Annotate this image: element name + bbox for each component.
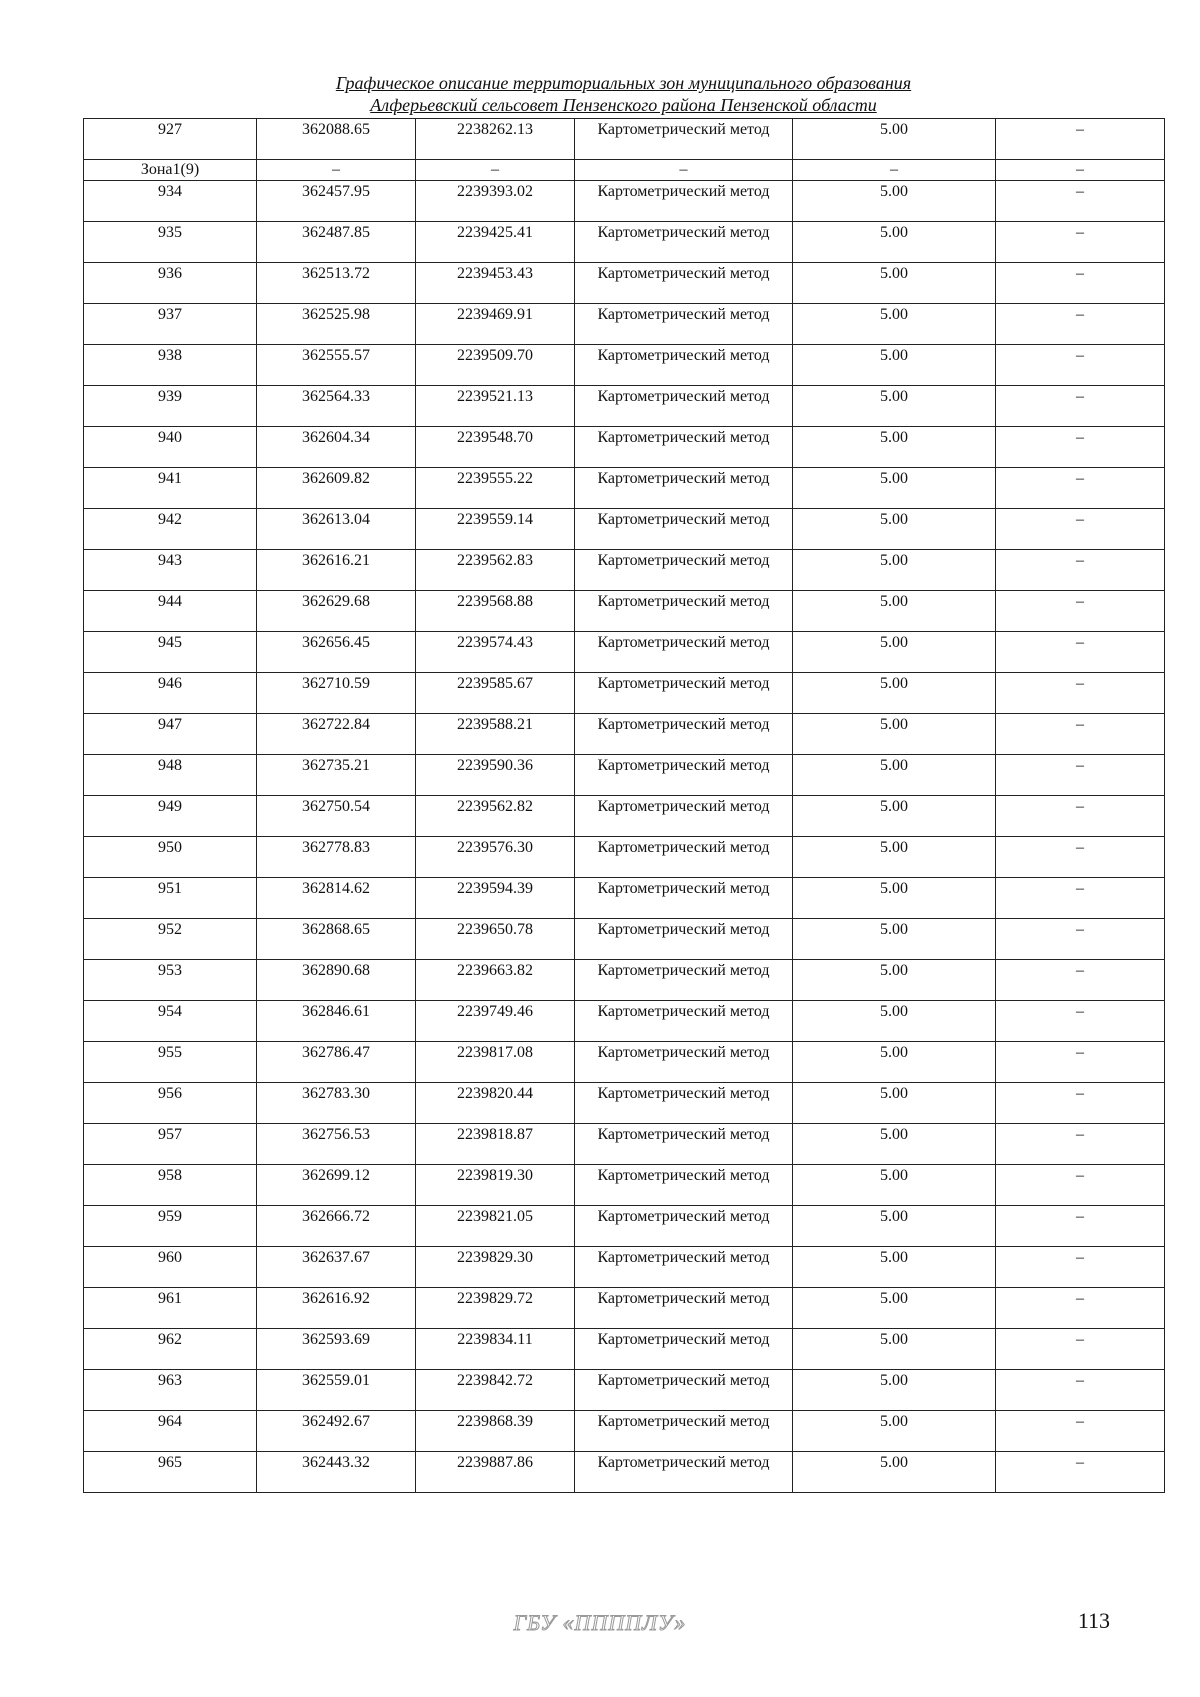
cell-method: Картометрический метод <box>575 1329 793 1370</box>
cell-method: Картометрический метод <box>575 1206 793 1247</box>
table-row <box>84 714 1165 755</box>
cell-accuracy: 5.00 <box>793 837 996 878</box>
cell-point-number: 938 <box>84 345 257 386</box>
cell-accuracy: 5.00 <box>793 304 996 345</box>
cell-point-number: 960 <box>84 1247 257 1288</box>
table-row <box>84 1411 1165 1452</box>
table-row <box>84 509 1165 550</box>
cell-y-coordinate: 2239521.13 <box>416 386 575 427</box>
cell-description: – <box>996 632 1165 673</box>
cell-x-coordinate: 362786.47 <box>257 1042 416 1083</box>
cell-y-coordinate: 2239590.36 <box>416 755 575 796</box>
cell-accuracy: 5.00 <box>793 755 996 796</box>
cell-description: – <box>996 1042 1165 1083</box>
cell-point-number: 936 <box>84 263 257 304</box>
cell-x-coordinate: 362722.84 <box>257 714 416 755</box>
cell-accuracy: 5.00 <box>793 796 996 837</box>
cell-x-coordinate: 362656.45 <box>257 632 416 673</box>
cell-y-coordinate: 2239469.91 <box>416 304 575 345</box>
cell-description: – <box>996 119 1165 160</box>
table-row <box>84 591 1165 632</box>
cell-method: Картометрический метод <box>575 878 793 919</box>
cell-x-coordinate: 362629.68 <box>257 591 416 632</box>
document-header <box>83 72 1164 116</box>
table-row <box>84 1247 1165 1288</box>
cell-y-coordinate: 2239576.30 <box>416 837 575 878</box>
cell-accuracy: 5.00 <box>793 714 996 755</box>
cell-point-number: 949 <box>84 796 257 837</box>
cell-method: Картометрический метод <box>575 181 793 222</box>
cell-y-coordinate: 2238262.13 <box>416 119 575 160</box>
table-row <box>84 1206 1165 1247</box>
table-row <box>84 919 1165 960</box>
zone-row <box>84 160 1165 181</box>
cell-accuracy: 5.00 <box>793 1042 996 1083</box>
table-row <box>84 181 1165 222</box>
cell-point-number: 934 <box>84 181 257 222</box>
cell-accuracy: 5.00 <box>793 468 996 509</box>
cell-method: Картометрический метод <box>575 304 793 345</box>
cell-y-coordinate: 2239842.72 <box>416 1370 575 1411</box>
cell-description: – <box>996 427 1165 468</box>
cell-point-number: 965 <box>84 1452 257 1493</box>
cell-description: – <box>996 509 1165 550</box>
cell-accuracy: 5.00 <box>793 509 996 550</box>
cell-point-number: 942 <box>84 509 257 550</box>
cell-x-coordinate: 362616.92 <box>257 1288 416 1329</box>
cell-description: – <box>996 1001 1165 1042</box>
cell-method: Картометрический метод <box>575 222 793 263</box>
cell-x-coordinate: 362666.72 <box>257 1206 416 1247</box>
cell-point-number: 957 <box>84 1124 257 1165</box>
cell-x-coordinate: 362778.83 <box>257 837 416 878</box>
table-row <box>84 119 1165 160</box>
cell-description: – <box>996 960 1165 1001</box>
cell-y-coordinate: 2239834.11 <box>416 1329 575 1370</box>
cell-point-number: 956 <box>84 1083 257 1124</box>
table-row <box>84 263 1165 304</box>
cell-accuracy: 5.00 <box>793 919 996 960</box>
cell-method: Картометрический метод <box>575 796 793 837</box>
header-line-2: Алферьевский сельсовет Пензенского района Пензенской области <box>370 95 877 115</box>
cell-accuracy: 5.00 <box>793 386 996 427</box>
cell-method: Картометрический метод <box>575 1124 793 1165</box>
cell-method: Картометрический метод <box>575 591 793 632</box>
cell-x-coordinate: 362088.65 <box>257 119 416 160</box>
cell-x-coordinate: 362487.85 <box>257 222 416 263</box>
coordinates-table-body <box>84 119 1165 1493</box>
cell-x-coordinate: 362457.95 <box>257 181 416 222</box>
cell-y-coordinate: 2239585.67 <box>416 673 575 714</box>
cell-description: – <box>996 1165 1165 1206</box>
cell-description: – <box>996 837 1165 878</box>
cell-accuracy: 5.00 <box>793 550 996 591</box>
cell-point-number: 955 <box>84 1042 257 1083</box>
cell-y-coordinate: 2239574.43 <box>416 632 575 673</box>
cell-description: – <box>996 1370 1165 1411</box>
cell-x-coordinate: 362613.04 <box>257 509 416 550</box>
cell-point-number: 937 <box>84 304 257 345</box>
cell-description: – <box>996 550 1165 591</box>
cell-method: Картометрический метод <box>575 509 793 550</box>
cell-y-coordinate: – <box>416 160 575 181</box>
cell-description: – <box>996 263 1165 304</box>
page-number: 113 <box>1077 1608 1110 1633</box>
cell-description: – <box>996 919 1165 960</box>
cell-method: Картометрический метод <box>575 1411 793 1452</box>
cell-point-number: 935 <box>84 222 257 263</box>
table-row <box>84 550 1165 591</box>
cell-y-coordinate: 2239509.70 <box>416 345 575 386</box>
cell-description: – <box>996 1452 1165 1493</box>
cell-accuracy: 5.00 <box>793 1206 996 1247</box>
cell-x-coordinate: 362814.62 <box>257 878 416 919</box>
cell-point-number: 943 <box>84 550 257 591</box>
cell-accuracy: 5.00 <box>793 1411 996 1452</box>
cell-method: Картометрический метод <box>575 263 793 304</box>
cell-x-coordinate: 362564.33 <box>257 386 416 427</box>
cell-point-number: 948 <box>84 755 257 796</box>
table-row <box>84 386 1165 427</box>
cell-y-coordinate: 2239555.22 <box>416 468 575 509</box>
cell-accuracy: 5.00 <box>793 1001 996 1042</box>
cell-accuracy: 5.00 <box>793 1329 996 1370</box>
cell-point-number: 947 <box>84 714 257 755</box>
cell-y-coordinate: 2239568.88 <box>416 591 575 632</box>
cell-x-coordinate: 362868.65 <box>257 919 416 960</box>
cell-x-coordinate: 362593.69 <box>257 1329 416 1370</box>
cell-description: – <box>996 1206 1165 1247</box>
table-row <box>84 1370 1165 1411</box>
header-line-1: Графическое описание территориальных зон муниципального образования <box>335 73 912 93</box>
cell-x-coordinate: 362616.21 <box>257 550 416 591</box>
cell-y-coordinate: 2239594.39 <box>416 878 575 919</box>
cell-method: Картометрический метод <box>575 1370 793 1411</box>
cell-point-number: 962 <box>84 1329 257 1370</box>
cell-y-coordinate: 2239588.21 <box>416 714 575 755</box>
cell-accuracy: 5.00 <box>793 119 996 160</box>
footer-organization: ГБУ «ППППЛУ» <box>513 1610 687 1635</box>
cell-point-number: 946 <box>84 673 257 714</box>
cell-y-coordinate: 2239749.46 <box>416 1001 575 1042</box>
cell-description: – <box>996 796 1165 837</box>
cell-accuracy: 5.00 <box>793 878 996 919</box>
cell-point-number: 950 <box>84 837 257 878</box>
cell-accuracy: 5.00 <box>793 427 996 468</box>
cell-description: – <box>996 1288 1165 1329</box>
cell-description: – <box>996 1124 1165 1165</box>
cell-accuracy: 5.00 <box>793 960 996 1001</box>
cell-description: – <box>996 1411 1165 1452</box>
cell-x-coordinate: 362555.57 <box>257 345 416 386</box>
cell-method: Картометрический метод <box>575 1247 793 1288</box>
cell-method: Картометрический метод <box>575 714 793 755</box>
cell-description: – <box>996 468 1165 509</box>
table-row <box>84 755 1165 796</box>
cell-method: Картометрический метод <box>575 1083 793 1124</box>
cell-method: Картометрический метод <box>575 345 793 386</box>
table-row <box>84 1083 1165 1124</box>
cell-accuracy: 5.00 <box>793 222 996 263</box>
cell-accuracy: 5.00 <box>793 345 996 386</box>
table-row <box>84 1329 1165 1370</box>
table-row <box>84 878 1165 919</box>
cell-x-coordinate: 362492.67 <box>257 1411 416 1452</box>
table-row <box>84 673 1165 714</box>
cell-point-number: 944 <box>84 591 257 632</box>
cell-y-coordinate: 2239425.41 <box>416 222 575 263</box>
cell-description: – <box>996 755 1165 796</box>
cell-description: – <box>996 673 1165 714</box>
cell-accuracy: 5.00 <box>793 632 996 673</box>
cell-method: – <box>575 160 793 181</box>
cell-x-coordinate: – <box>257 160 416 181</box>
cell-description: – <box>996 1247 1165 1288</box>
cell-accuracy: 5.00 <box>793 673 996 714</box>
cell-method: Картометрический метод <box>575 837 793 878</box>
cell-x-coordinate: 362890.68 <box>257 960 416 1001</box>
cell-y-coordinate: 2239817.08 <box>416 1042 575 1083</box>
cell-method: Картометрический метод <box>575 468 793 509</box>
cell-point-number: Зона1(9) <box>84 160 257 181</box>
cell-x-coordinate: 362710.59 <box>257 673 416 714</box>
cell-x-coordinate: 362559.01 <box>257 1370 416 1411</box>
cell-point-number: 958 <box>84 1165 257 1206</box>
cell-description: – <box>996 304 1165 345</box>
cell-point-number: 953 <box>84 960 257 1001</box>
cell-method: Картометрический метод <box>575 1288 793 1329</box>
cell-point-number: 927 <box>84 119 257 160</box>
cell-y-coordinate: 2239663.82 <box>416 960 575 1001</box>
cell-description: – <box>996 1083 1165 1124</box>
cell-method: Картометрический метод <box>575 550 793 591</box>
cell-x-coordinate: 362525.98 <box>257 304 416 345</box>
cell-y-coordinate: 2239650.78 <box>416 919 575 960</box>
cell-point-number: 951 <box>84 878 257 919</box>
cell-y-coordinate: 2239562.83 <box>416 550 575 591</box>
cell-accuracy: – <box>793 160 996 181</box>
cell-method: Картометрический метод <box>575 1001 793 1042</box>
cell-y-coordinate: 2239393.02 <box>416 181 575 222</box>
cell-x-coordinate: 362513.72 <box>257 263 416 304</box>
cell-accuracy: 5.00 <box>793 1452 996 1493</box>
cell-method: Картометрический метод <box>575 119 793 160</box>
cell-y-coordinate: 2239868.39 <box>416 1411 575 1452</box>
cell-y-coordinate: 2239562.82 <box>416 796 575 837</box>
cell-y-coordinate: 2239887.86 <box>416 1452 575 1493</box>
table-row <box>84 1452 1165 1493</box>
cell-y-coordinate: 2239818.87 <box>416 1124 575 1165</box>
cell-y-coordinate: 2239821.05 <box>416 1206 575 1247</box>
table-row <box>84 1042 1165 1083</box>
cell-x-coordinate: 362609.82 <box>257 468 416 509</box>
cell-description: – <box>996 345 1165 386</box>
cell-accuracy: 5.00 <box>793 1165 996 1206</box>
cell-accuracy: 5.00 <box>793 181 996 222</box>
table-row <box>84 304 1165 345</box>
table-row <box>84 837 1165 878</box>
cell-accuracy: 5.00 <box>793 1083 996 1124</box>
table-row <box>84 1288 1165 1329</box>
cell-method: Картометрический метод <box>575 673 793 714</box>
cell-x-coordinate: 362756.53 <box>257 1124 416 1165</box>
cell-description: – <box>996 160 1165 181</box>
cell-description: – <box>996 1329 1165 1370</box>
cell-description: – <box>996 386 1165 427</box>
cell-x-coordinate: 362783.30 <box>257 1083 416 1124</box>
cell-point-number: 940 <box>84 427 257 468</box>
cell-accuracy: 5.00 <box>793 1247 996 1288</box>
cell-method: Картометрический метод <box>575 755 793 796</box>
cell-y-coordinate: 2239453.43 <box>416 263 575 304</box>
table-row <box>84 960 1165 1001</box>
table-row <box>84 427 1165 468</box>
cell-y-coordinate: 2239548.70 <box>416 427 575 468</box>
cell-method: Картометрический метод <box>575 1452 793 1493</box>
cell-y-coordinate: 2239559.14 <box>416 509 575 550</box>
cell-y-coordinate: 2239819.30 <box>416 1165 575 1206</box>
table-row <box>84 796 1165 837</box>
cell-accuracy: 5.00 <box>793 591 996 632</box>
cell-x-coordinate: 362637.67 <box>257 1247 416 1288</box>
cell-accuracy: 5.00 <box>793 263 996 304</box>
cell-method: Картометрический метод <box>575 1042 793 1083</box>
cell-point-number: 961 <box>84 1288 257 1329</box>
cell-point-number: 945 <box>84 632 257 673</box>
cell-description: – <box>996 878 1165 919</box>
cell-accuracy: 5.00 <box>793 1370 996 1411</box>
table-row <box>84 1165 1165 1206</box>
cell-x-coordinate: 362735.21 <box>257 755 416 796</box>
cell-y-coordinate: 2239829.72 <box>416 1288 575 1329</box>
coordinates-table <box>83 118 1165 1493</box>
cell-method: Картометрический метод <box>575 919 793 960</box>
cell-method: Картометрический метод <box>575 1165 793 1206</box>
cell-y-coordinate: 2239820.44 <box>416 1083 575 1124</box>
cell-method: Картометрический метод <box>575 427 793 468</box>
cell-accuracy: 5.00 <box>793 1124 996 1165</box>
cell-y-coordinate: 2239829.30 <box>416 1247 575 1288</box>
cell-method: Картометрический метод <box>575 632 793 673</box>
cell-description: – <box>996 222 1165 263</box>
table-row <box>84 632 1165 673</box>
cell-point-number: 952 <box>84 919 257 960</box>
table-row <box>84 1001 1165 1042</box>
table-row <box>84 345 1165 386</box>
cell-description: – <box>996 591 1165 632</box>
table-row <box>84 222 1165 263</box>
cell-point-number: 959 <box>84 1206 257 1247</box>
cell-x-coordinate: 362750.54 <box>257 796 416 837</box>
cell-x-coordinate: 362604.34 <box>257 427 416 468</box>
cell-point-number: 939 <box>84 386 257 427</box>
cell-method: Картометрический метод <box>575 386 793 427</box>
cell-point-number: 941 <box>84 468 257 509</box>
cell-description: – <box>996 714 1165 755</box>
cell-description: – <box>996 181 1165 222</box>
cell-x-coordinate: 362443.32 <box>257 1452 416 1493</box>
cell-x-coordinate: 362846.61 <box>257 1001 416 1042</box>
cell-point-number: 964 <box>84 1411 257 1452</box>
table-row <box>84 468 1165 509</box>
table-row <box>84 1124 1165 1165</box>
cell-x-coordinate: 362699.12 <box>257 1165 416 1206</box>
cell-point-number: 963 <box>84 1370 257 1411</box>
cell-method: Картометрический метод <box>575 960 793 1001</box>
cell-accuracy: 5.00 <box>793 1288 996 1329</box>
cell-point-number: 954 <box>84 1001 257 1042</box>
